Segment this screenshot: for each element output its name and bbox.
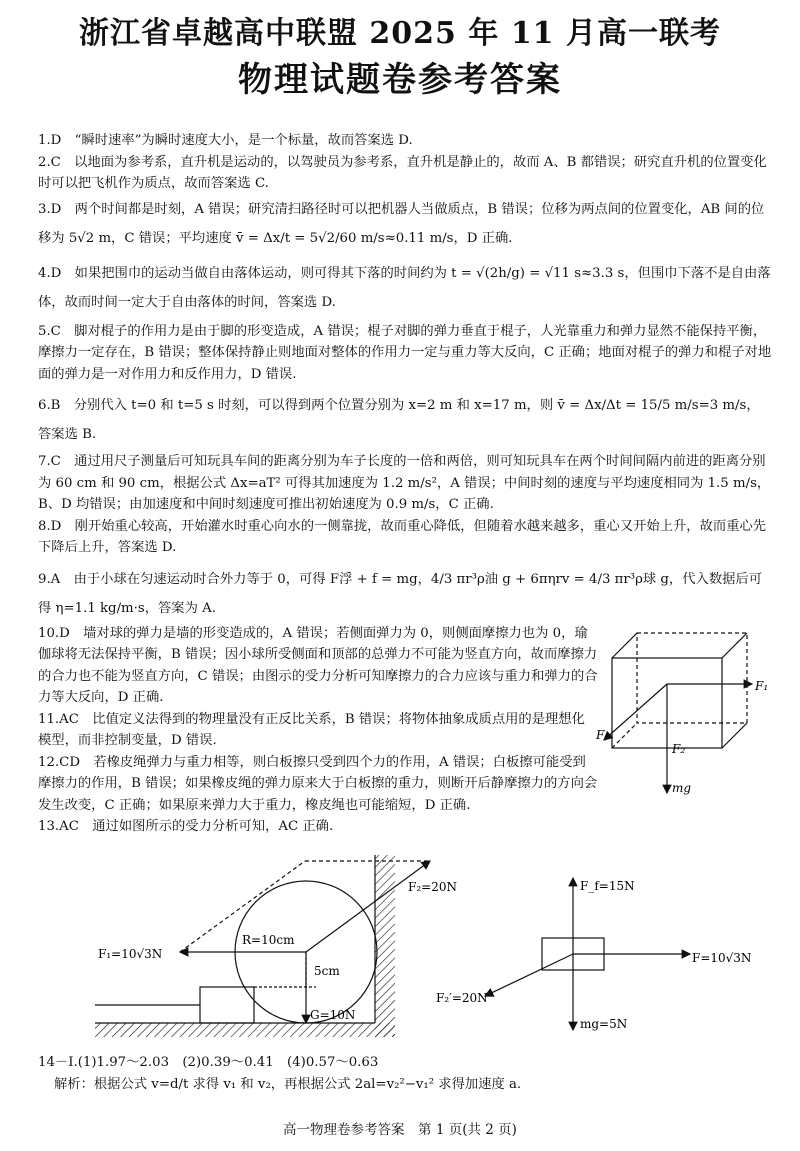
cube-label-f1-right: F₁ xyxy=(755,679,769,693)
cube-label-f1-diag: F₁ xyxy=(596,728,610,742)
answer-12: 12.CD 若橡皮绳弹力与重力相等，则白板擦只受到四个力的作用，A 错误；白板擦可能受到摩擦力的作用，B 错误；如果橡皮绳的弹力原来大于白板擦的重力，则断开后静摩擦力的方向会发生改变，C 正确；如果原来弹力大于重力，橡皮绳也可能缩短，D 正确. xyxy=(38,754,598,813)
answer-9: 9.A 由于小球在匀速运动时合外力等于 0，可得 F浮 + f = mg，4/3 πr³ρ油 g + 6πηrv = 4/3 πr³ρ球 g，代入数据后可得 η=1.1 kg/m·s，答案为 A. xyxy=(38,571,763,616)
answer-7: 7.C 通过用尺子测量后可知玩具车间的距离分别为车子长度的一倍和两倍，则可知玩具车在两个时间间隔内前进的距离分别为 60 cm 和 90 cm，根据公式 Δx=aT² 可得其加速度为 1.2 m/s²，A 错误；中间时刻的速度与平均速度相同为 1.5 m/s，B、D 均错误；由加速度和中间时刻速度可推出初始速度为 0.9 m/s，C 正确. xyxy=(38,454,771,512)
circle-label-f2: F₂=20N xyxy=(408,880,457,894)
answer-13: 13.AC 通过如图所示的受力分析可知，AC 正确. xyxy=(38,819,334,834)
answer-6: 6.B 分别代入 t=0 和 t=5 s 时刻，可以得到两个位置分别为 x=2 m 和 x=17 m，则 v̄ = Δx/Δt = 15/5 m/s=3 m/s，答案选 B. xyxy=(38,398,760,442)
cube-force-figure xyxy=(592,618,782,808)
title-line-1: 浙江省卓越高中联盟 2025 年 11 月高一联考 xyxy=(78,16,722,51)
answer-11: 11.AC 比值定义法得到的物理量没有正反比关系，B 错误；将物体抽象成质点用的是理想化模型，而非控制变量，D 错误. xyxy=(38,711,585,748)
box-label-f2p: F₂′=20N xyxy=(436,991,488,1005)
page-footer: 高一物理卷参考答案 第 1 页(共 2 页) xyxy=(283,1122,517,1138)
circle-wall-figure xyxy=(90,855,460,1045)
box-label-f: F=10√3N xyxy=(692,951,752,965)
cube-label-mg: mg xyxy=(672,781,692,795)
answer-4: 4.D 如果把围巾的运动当做自由落体运动，则可得其下落的时间约为 t = √(2h/g) = √11 s≈3.3 s，但围巾下落不是自由落体，故而时间一定大于自由落体的时间，答案选 D. xyxy=(38,265,771,310)
title-line-2: 物理试题卷参考答案 xyxy=(238,60,562,100)
answer-5: 5.C 脚对棍子的作用力是由于脚的形变造成，A 错误；棍子对脚的弹力垂直于棍子，人光靠重力和弹力显然不能保持平衡，摩擦力一定存在，B 错误；整体保持静止则地面对整体的作用力一定与重力等大反向，C 正确；地面对棍子的弹力和棍子对地面的弹力是一对作用力和反作用力，D 错误. xyxy=(38,323,772,382)
box-force-figure xyxy=(430,870,790,1040)
answer-8: 8.D 刚开始重心较高，开始灌水时重心向水的一侧靠拢，故而重心降低，但随着水越来越多，重心又开始上升，故而重心先下降后上升，答案选 D. xyxy=(38,518,767,555)
box-label-ff: F_f=15N xyxy=(580,879,635,893)
answer-3: 3.D 两个时间都是时刻，A 错误；研究清扫路径时可以把机器人当做质点，B 错误；位移为两点间的位置变化，AB 间的位移为 5√2 m，C 错误；平均速度 v̄ = Δx/t = 5√2/60 m/s≈0.11 m/s，D 正确. xyxy=(38,201,765,246)
answer-14-line2: 解析：根据公式 v=d/t 求得 v₁ 和 v₂，再根据公式 2al=v₂²−v₁² 求得加速度 a. xyxy=(54,1076,522,1092)
answer-14 xyxy=(38,1052,772,1095)
circle-label-r: R=10cm xyxy=(242,933,295,947)
circle-label-5cm: 5cm xyxy=(314,964,340,978)
answer-14-line1: 14－Ⅰ.(1)1.97～2.03 (2)0.39～0.41 (4)0.57～0.63 xyxy=(38,1055,379,1070)
cube-label-f2: F₂ xyxy=(672,742,686,756)
answer-10: 10.D 墙对球的弹力是墙的形变造成的，A 错误；若侧面弹力为 0，则侧面摩擦力也为 0，瑜伽球将无法保持平衡，B 错误；因小球所受侧面和顶部的总弹力不可能为竖直方向，故而摩擦力的合力也不能为竖直方向，C 错误；由图示的受力分析可知摩擦力的合力应该与重力和弹力的合力等大反向，D 正确. xyxy=(38,625,598,705)
answer-1: 1.D “瞬时速率”为瞬时速度大小，是一个标量，故而答案选 D. xyxy=(38,133,413,148)
circle-label-g: G=10N xyxy=(310,1008,356,1022)
circle-label-f1: F₁=10√3N xyxy=(98,947,163,961)
answer-2: 2.C 以地面为参考系，直升机是运动的，以驾驶员为参考系，直升机是静止的，故而 A、B 都错误；研究直升机的位置变化时可以把飞机作为质点，故而答案选 C. xyxy=(38,154,767,191)
box-label-mg: mg=5N xyxy=(580,1017,628,1031)
